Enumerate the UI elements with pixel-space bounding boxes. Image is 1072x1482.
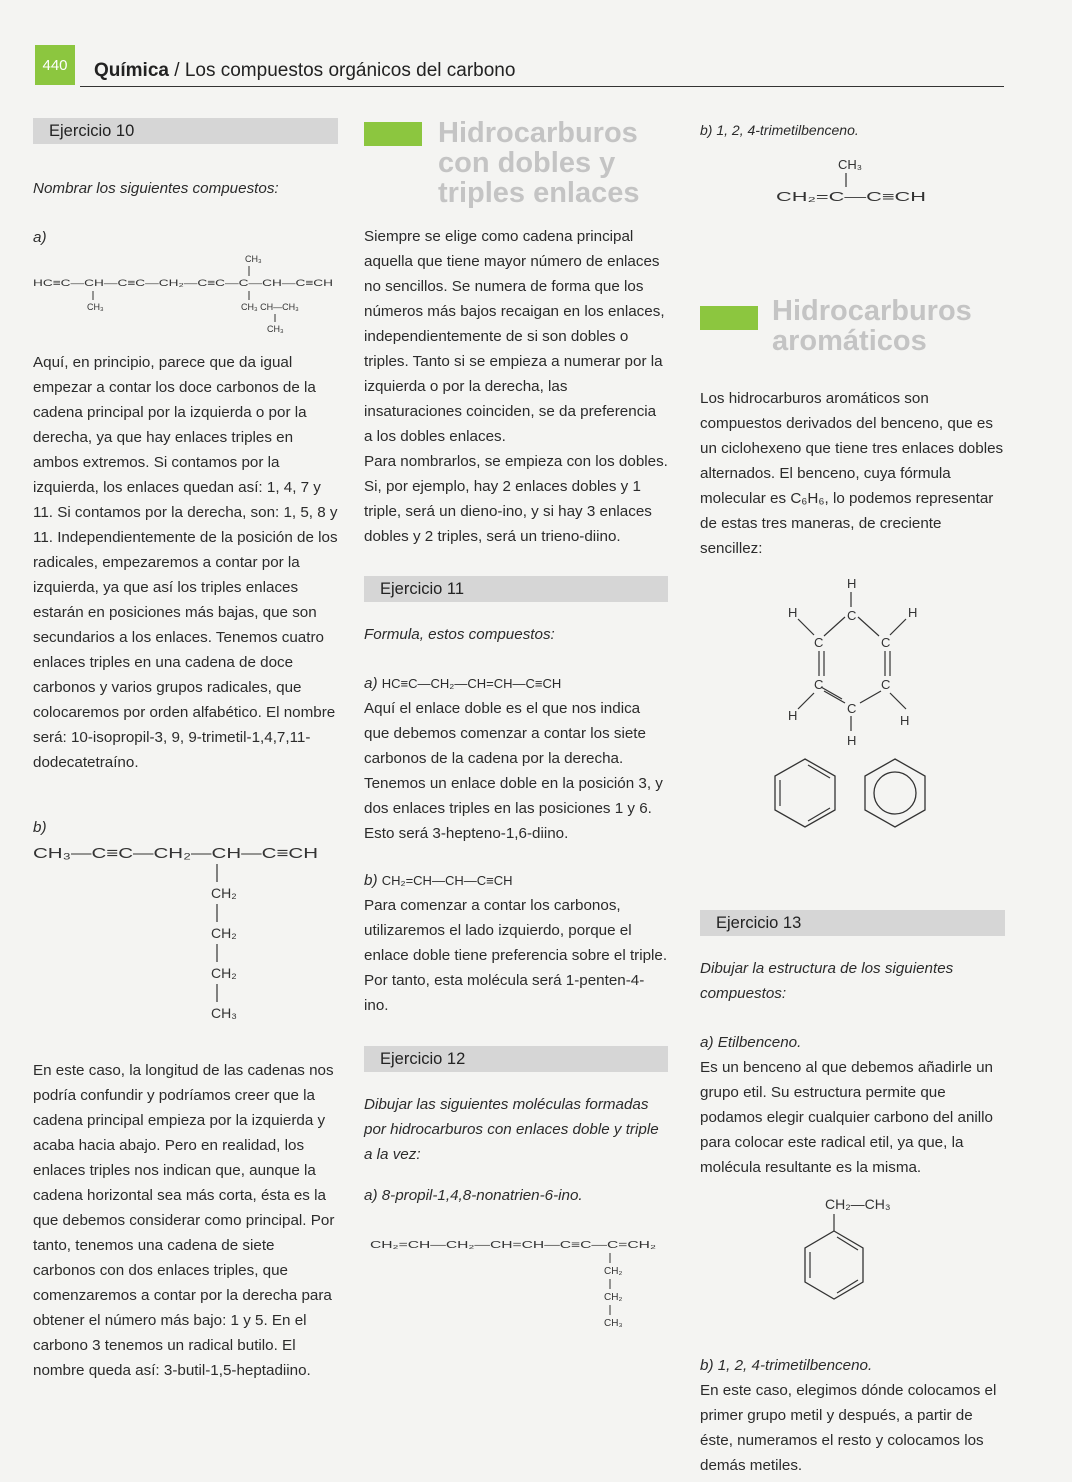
section-marker [700,306,758,330]
atom-c: C [847,608,857,623]
formula-12b-top: CH₃ [838,157,863,172]
section-title-line: Hidrocarburos [772,295,972,327]
section-intro: Siempre se elige como cadena principal aquella que tiene mayor número de enlaces no sencillos. Se numera de forma que los números más bajos recaigan en los enlaces, independientemente de si son dobles o triples. Tanto si se empieza a numerar por la izquierda o por la derecha, las insaturaciones coinciden, se da preferencia a los dobles enlaces. [364,228,665,445]
atom-h: H [908,605,918,620]
formula-10b-branch-1: CH₂ [211,885,237,901]
benzene-kekule [788,576,917,748]
formula-10a-above: CH₃ [245,254,262,264]
atom-h: H [847,733,857,748]
section-title-line: triples enlaces [438,177,640,209]
section-title-aromatic [772,296,972,356]
atom-h: H [788,708,798,723]
exercise-11-b [364,868,668,893]
subject-name: Química [94,60,169,81]
formula-10a-below1: CH₃ [87,302,104,312]
section-title-line: Hidrocarburos [438,117,638,149]
exercise-10-a-text: Aquí, en principio, parece que da igual empezar a contar los doce carbonos de la cadena principal por la izquierda o por la derecha, ya que hay enlaces triples en ambos extremos. Si contamos por la izquierda, los enlaces quedan así: 1, 4, 7 y 11. Si contamos por la derecha, son: 1, 5, 8 y 11. Independientemente de la posición de los radicales, empezaremos a contar por la izquierda, ya que así los triples enlaces estarán en posiciones más bajas, que son secundarios a los enlaces. Tenemos cuatro enlaces triples en una cadena de doce carbonos y varios grupos radicales, que colocaremos por orden alfabético. El nombre será: 10-isopropil-3, 9, 9-trimetil-1,4,7,11-dodecatetraíno. [33,354,338,771]
formula-10a-below2: CH₃ CH—CH₃ [241,302,299,312]
formula-12a-main: CH₂=CH—CH₂—CH=CH—C≡C—C=CH₂ [370,1240,657,1251]
column-middle [364,118,668,1343]
exercise-10-prompt: Nombrar los siguientes compuestos: [33,180,279,197]
section-title-line: con dobles y [438,147,616,179]
running-header [94,60,515,82]
section-aromatic [700,296,1005,356]
exercise-11-a-result: Esto será 3-hepteno-1,6-diino. [364,825,569,842]
exercise-13-b-label: b) 1, 2, 4-trimetilbenceno. [700,1357,873,1374]
exercise-11-a-text: Aquí el enlace doble es el que nos indica que debemos comenzar a contar los siete carbonos de la cadena por la derecha. Tenemos un enlace doble en la posición 3, y dos enlaces triples en las posiciones 1 y 6. [364,700,663,817]
exercise-11-b-label: b) [364,872,378,889]
exercise-13-heading: Ejercicio 13 [700,910,1005,936]
exercise-10-a-label: a) [33,229,47,246]
exercise-12-prompt: Dibujar las siguientes moléculas formadas por hidrocarburos con enlaces doble y triple a la vez: [364,1096,659,1163]
aromatic-intro: Los hidrocarburos aromáticos son compuestos derivados del benceno, que es un ciclohexeno que tiene tres enlaces dobles alternados. El benceno, cuya fórmula molecular es C₆H₆, lo podemos representar de estas tres maneras, de creciente sencillez: [700,390,1004,557]
formula-12b [700,143,1005,213]
exercise-11-a-label: a) [364,675,378,692]
benzene-hexagon [775,759,835,827]
atom-c: C [814,635,824,650]
atom-h: H [847,576,857,591]
chapter-name: Los compuestos orgánicos del carbono [184,60,516,81]
formula-10a-below3: CH₃ [267,324,284,334]
atom-h: H [788,605,798,620]
exercise-13-prompt: Dibujar la estructura de los siguientes compuestos: [700,960,954,1002]
page-number: 440 [35,45,75,85]
section-double-triple [364,118,668,208]
exercise-11-b-formula: CH₂=CH—CH—C≡CH [381,873,513,888]
exercise-11-heading: Ejercicio 11 [364,576,668,602]
exercise-13-a-label: a) Etilbenceno. [700,1034,802,1051]
section-title-line: aromáticos [772,325,927,357]
formula-10b-branch-3: CH₂ [211,965,237,981]
section-intro-2: Para nombrarlos, se empieza con los dobles. Si, por ejemplo, hay 2 enlaces dobles y 1 triple, será un dieno-ino, y si hay 3 enlaces dobles y 2 triples, será un trieno-diino. [364,453,668,545]
exercise-13-a-text: Es un benceno al que debemos añadirle un grupo etil. Su estructura permite que podamos elegir cualquier carbono del anillo para colocar este radical etil, ya que, la molécula resultante es la misma. [700,1059,993,1176]
formula-12a-branch-1: CH₂ [604,1266,623,1277]
benzene-circle [865,759,925,827]
section-marker [364,122,422,146]
exercise-10-b-label: b) [33,819,47,836]
formula-10a [33,250,338,335]
exercise-10-heading: Ejercicio 10 [33,118,338,144]
atom-c: C [847,701,857,716]
formula-10b-branch-4: CH₃ [211,1005,237,1021]
exercise-12-heading: Ejercicio 12 [364,1046,668,1072]
atom-c: C [881,677,891,692]
formula-10b [33,840,338,1025]
formula-10a-main: HC≡C—CH—C≡C—CH₂—C≡C—C—CH—C≡CH [33,278,334,289]
header-separator: / [168,60,185,81]
benzene-diagrams [700,573,1005,873]
exercise-11-a [364,671,668,696]
ethyl-formula: CH₂—CH₃ [825,1196,891,1212]
atom-c: C [881,635,891,650]
formula-12a-branch-2: CH₂ [604,1292,623,1303]
formula-12a-branch-3: CH₃ [604,1318,623,1329]
formula-12a [364,1228,668,1338]
formula-12b-main: CH₂=C—C≡CH [776,189,926,204]
exercise-13-b-text: En este caso, elegimos dónde colocamos el primer grupo metil y después, a partir de éste, numeramos el resto y colocamos los demás metiles. [700,1382,997,1474]
header-rule [80,86,1004,87]
exercise-12-a-label: a) 8-propil-1,4,8-nonatrien-6-ino. [364,1187,583,1204]
atom-c: C [814,677,824,692]
exercise-11-a-formula: HC≡C—CH₂—CH=CH—C≡CH [381,676,562,691]
section-title-double-triple [438,118,640,208]
formula-10b-branch-2: CH₂ [211,925,237,941]
ethylbenzene-diagram [700,1194,1005,1324]
atom-h: H [900,713,910,728]
exercise-12-b-label: b) 1, 2, 4-trimetilbenceno. [700,122,859,138]
formula-10b-main: CH₃—C≡C—CH₂—CH—C≡CH [33,845,318,862]
column-left [33,118,338,1383]
column-right [700,118,1005,1478]
exercise-10-b-text: En este caso, la longitud de las cadenas nos podría confundir y podríamos creer que la cadena principal empieza por la izquierda y acaba hacia abajo. Pero en realidad, los enlaces triples nos indican que, aunque la cadena horizontal sea más corta, ésta es la que debemos considerar como principal. Por tanto, tenemos una cadena de siete carbonos con dos enlaces triples, que comenzaremos a contar por la derecha para obtener el número más bajo: 1 y 5. En el carbono 3 tenemos un radical butilo. El nombre queda así: 3-butil-1,5-heptadiino. [33,1062,335,1379]
exercise-11-prompt: Formula, estos compuestos: [364,626,555,643]
exercise-11-b-text: Para comenzar a contar los carbonos, utilizaremos el lado izquierdo, porque el enlace doble tiene preferencia sobre el triple. Por tanto, esta molécula será 1-penten-4-ino. [364,897,668,1014]
